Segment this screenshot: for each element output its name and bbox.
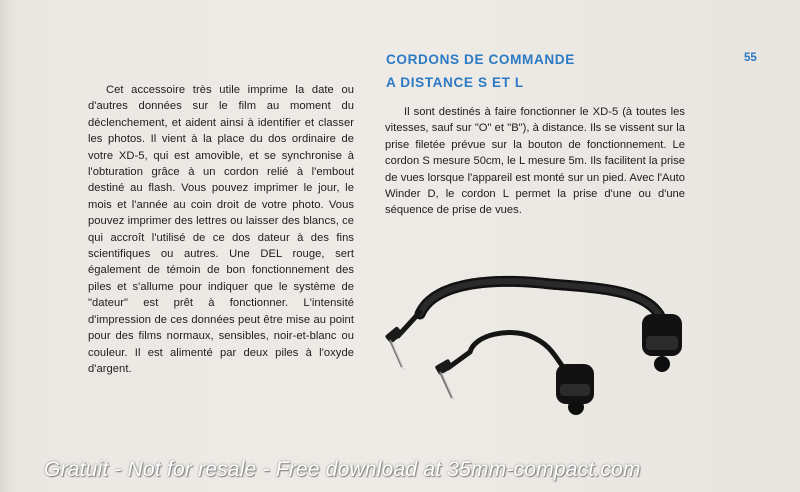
page-number: 55 xyxy=(744,52,757,64)
heading-line-2: A DISTANCE S ET L xyxy=(386,74,524,90)
remote-cords-photo xyxy=(380,272,710,432)
remote-cord-description: Il sont destinés à faire fonctionner le XD-5 (à toutes les vitesses, sauf sur "O" et "B"), à distance. Ils se vissent sur la prise filetée prévue sur la bouton de fonctionnement. Le cordon S mesure 50cm, le L mesure 5m. Ils facilitent la prise de vues lorsque l'appareil est monté sur un pied. Avec l'Auto Winder D, le cordon L permet la prise d'une ou d'une séquence de prise de vues. xyxy=(385,106,685,217)
section-heading xyxy=(386,49,646,94)
short-cord-S xyxy=(435,333,594,415)
heading-line-1: CORDONS DE COMMANDE xyxy=(386,52,575,67)
watermark: Gratuit - Not for resale - Free download at 35mm-compact.com xyxy=(44,458,641,481)
long-cord-L xyxy=(385,281,682,372)
date-back-description: Cet accessoire très utile imprime la date ou d'autres données sur le film au moment du déclenchement, et aident ainsi à identifier et classer les photos. Il vient à la place du dos ordinaire de votre XD-5, qui est amovible, et se synchronise à l'obturation grâce à un cordon relié à l'embout destiné au flash. Vous pouvez imprimer le jour, le mois et l'année au coin droit de votre photo. Vous pouvez imprimer des lettres ou laisser des blancs, ce qui accroît l'utilisé de ce dos dateur à des fins scientifiques ou autres. Une DEL rouge, sert également de témoin de bon fonctionnement des piles et s'allume pour indiquer que le système de "dateur" est prêt à fonctionner. L'intensité d'impression de ces données peut être mise au point pour des films normaux, sensibles, noir-et-blanc ou couleur. Il est alimenté par deux piles à l'oxyde d'argent. xyxy=(88,84,354,375)
